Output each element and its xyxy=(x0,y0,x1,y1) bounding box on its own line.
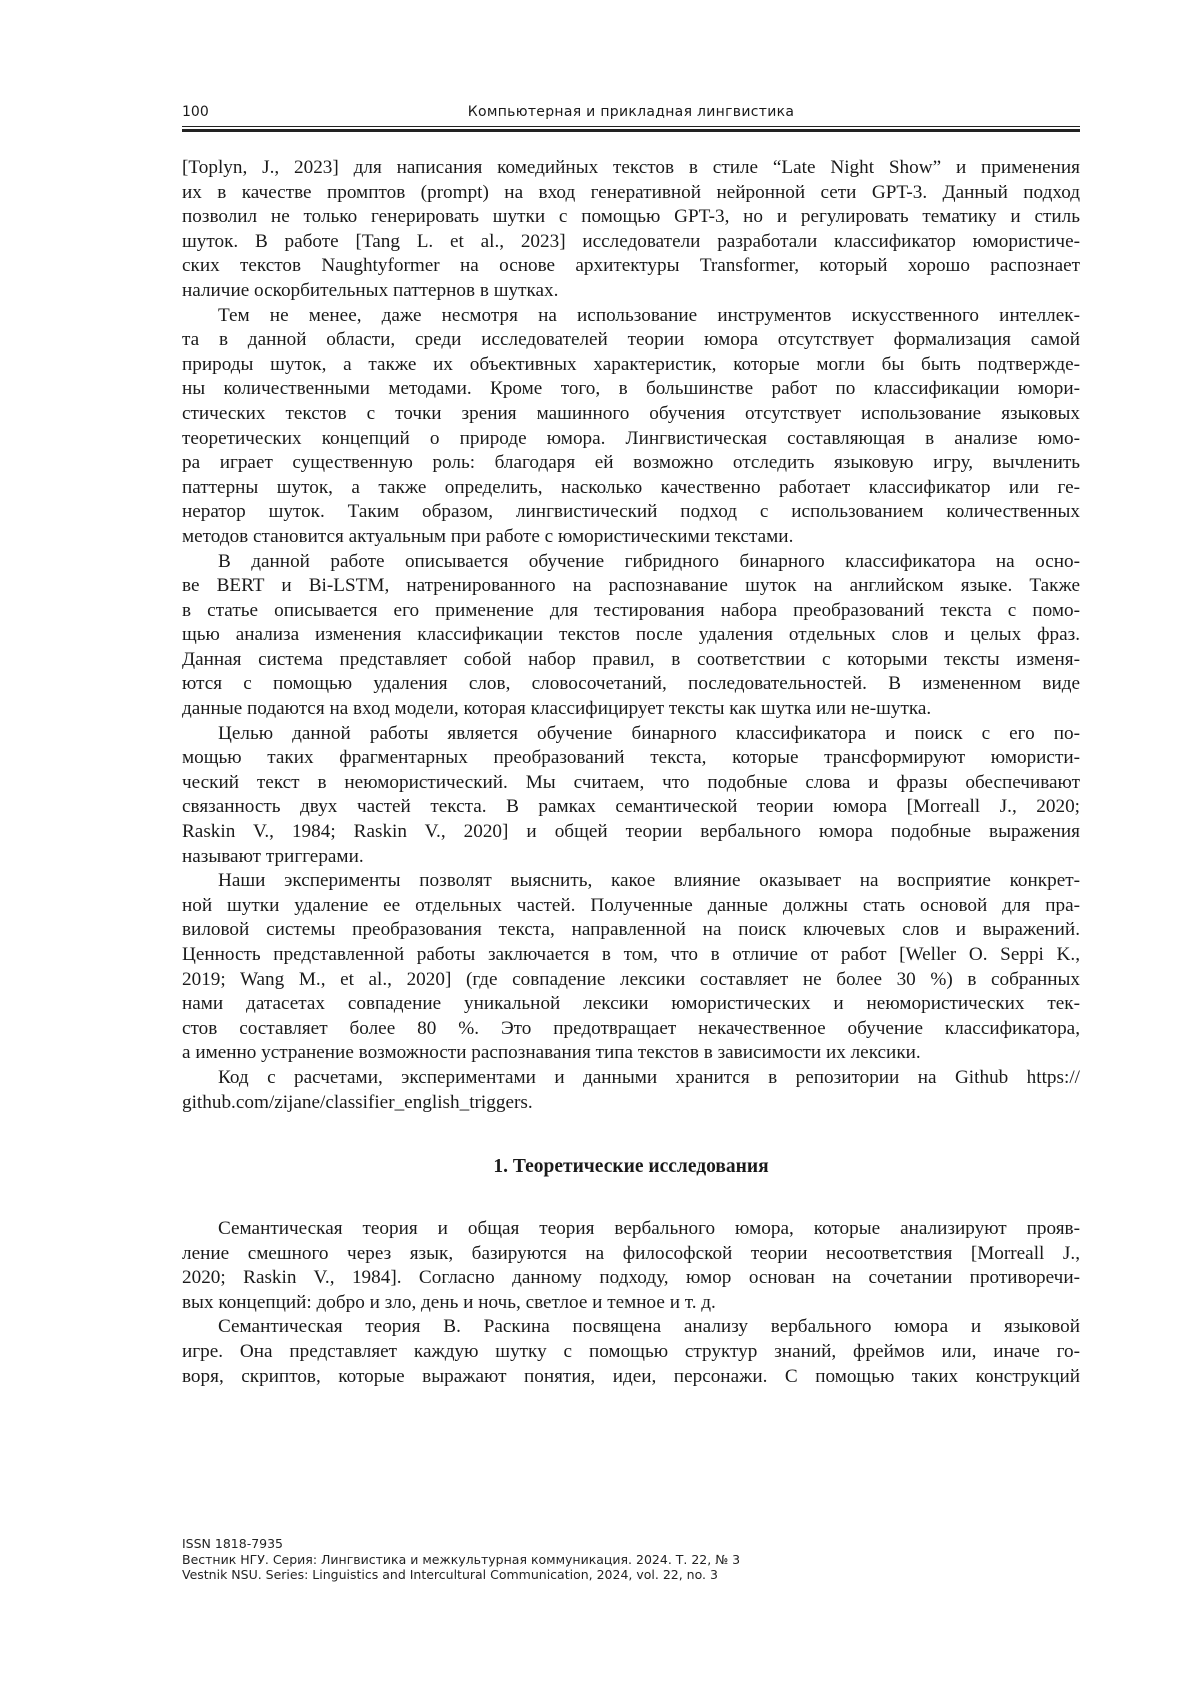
journal-citation-en: Vestnik NSU. Series: Linguistics and Intercultural Communication, 2024, vol. 22, no. 3 xyxy=(182,1567,740,1583)
paragraph xyxy=(182,1066,1080,1115)
text-line: Тем не менее, даже несмотря на использование инструментов искусственного интеллек- xyxy=(182,304,1080,329)
header-double-rule xyxy=(182,126,1080,132)
text-line: щью анализа изменения классификации текстов после удаления отдельных слов и целых фраз. xyxy=(182,623,1080,648)
paragraph xyxy=(182,869,1080,1066)
journal-citation-ru: Вестник НГУ. Серия: Лингвистика и межкультурная коммуникация. 2024. Т. 22, № 3 xyxy=(182,1552,740,1568)
text-line: нами датасетах совпадение уникальной лексики юмористических и неюмористических тек- xyxy=(182,992,1080,1017)
paragraph xyxy=(182,1315,1080,1389)
journal-footer xyxy=(182,1536,740,1583)
text-line: 2019; Wang M., et al., 2020] (где совпадение лексики составляет не более 30 %) в собранных xyxy=(182,968,1080,993)
text-line: Raskin V., 1984; Raskin V., 2020] и общей теории вербального юмора подобные выражения xyxy=(182,820,1080,845)
text-line: природы шуток, а также их объективных характеристик, которые могли бы быть подтвержде- xyxy=(182,353,1080,378)
text-line: ной шутки удаление ее отдельных частей. Полученные данные должны стать основой для пра- xyxy=(182,894,1080,919)
section-heading: 1. Теоретические исследования xyxy=(182,1156,1080,1178)
text-line: ческий текст в неюмористический. Мы считаем, что подобные слова и фразы обеспечивают xyxy=(182,771,1080,796)
text-line: Семантическая теория и общая теория вербального юмора, которые анализируют прояв- xyxy=(182,1217,1080,1242)
text-line: ление смешного через язык, базируются на философской теории несоответствия [Morreall J., xyxy=(182,1242,1080,1267)
text-line: ских текстов Naughtyformer на основе архитектуры Transformer, который хорошо распознает xyxy=(182,254,1080,279)
text-line: наличие оскорбительных паттернов в шутках. xyxy=(182,279,1080,304)
text-line: теоретических концепций о природе юмора. Лингвистическая составляющая в анализе юмо- xyxy=(182,427,1080,452)
text-line: Код с расчетами, экспериментами и данными хранится в репозитории на Github https:// xyxy=(182,1066,1080,1091)
text-line: в статье описывается его применение для тестирования набора преобразований текста с помо- xyxy=(182,599,1080,624)
running-title: Компьютерная и прикладная лингвистика xyxy=(182,104,1080,120)
text-line: методов становится актуальным при работе с юмористическими текстами. xyxy=(182,525,1080,550)
text-line: 2020; Raskin V., 1984]. Согласно данному подходу, юмор основан на сочетании противоречи- xyxy=(182,1266,1080,1291)
body-text xyxy=(182,156,1080,1115)
text-line: воря, скриптов, которые выражают понятия, идеи, персонажи. С помощью таких конструкций xyxy=(182,1365,1080,1390)
text-line: Наши эксперименты позволят выяснить, какое влияние оказывает на восприятие конкрет- xyxy=(182,869,1080,894)
text-line: позволил не только генерировать шутки с помощью GPT-3, но и регулировать тематику и стиль xyxy=(182,205,1080,230)
paragraph xyxy=(182,722,1080,870)
text-line: Целью данной работы является обучение бинарного классификатора и поиск с его по- xyxy=(182,722,1080,747)
paragraph xyxy=(182,304,1080,550)
issn: ISSN 1818-7935 xyxy=(182,1536,740,1552)
text-line: данные подаются на вход модели, которая классифицирует тексты как шутка или не-шутка. xyxy=(182,697,1080,722)
text-line: называют триггерами. xyxy=(182,845,1080,870)
text-line: [Toplyn, J., 2023] для написания комедийных текстов в стиле “Late Night Show” и применения xyxy=(182,156,1080,181)
text-line: игре. Она представляет каждую шутку с помощью структур знаний, фреймов или, иначе го- xyxy=(182,1340,1080,1365)
text-line: github.com/zijane/classifier_english_triggers. xyxy=(182,1091,1080,1116)
body-text-continued xyxy=(182,1217,1080,1389)
text-line: их в качестве промптов (prompt) на вход генеративной нейронной сети GPT-3. Данный подход xyxy=(182,181,1080,206)
text-line: вых концепций: добро и зло, день и ночь, светлое и темное и т. д. xyxy=(182,1291,1080,1316)
paragraph xyxy=(182,550,1080,722)
text-line: стических текстов с точки зрения машинного обучения отсутствует использование языковых xyxy=(182,402,1080,427)
text-line: ны количественными методами. Кроме того, в большинстве работ по классификации юмори- xyxy=(182,377,1080,402)
paragraph xyxy=(182,156,1080,304)
text-line: а именно устранение возможности распознавания типа текстов в зависимости их лексики. xyxy=(182,1041,1080,1066)
text-line: ются с помощью удаления слов, словосочетаний, последовательностей. В измененном виде xyxy=(182,672,1080,697)
running-header xyxy=(182,102,1080,124)
text-line: мощью таких фрагментарных преобразований текста, которые трансформируют юмористи- xyxy=(182,746,1080,771)
text-line: Семантическая теория В. Раскина посвящена анализу вербального юмора и языковой xyxy=(182,1315,1080,1340)
text-line: шуток. В работе [Tang L. et al., 2023] исследователи разработали классификатор юмористиче- xyxy=(182,230,1080,255)
text-line: нератор шуток. Таким образом, лингвистический подход с использованием количественных xyxy=(182,500,1080,525)
text-line: ве BERT и Bi-LSTM, натренированного на распознавание шуток на английском языке. Также xyxy=(182,574,1080,599)
paragraph xyxy=(182,1217,1080,1315)
text-line: та в данной области, среди исследователей теории юмора отсутствует формализация самой xyxy=(182,328,1080,353)
text-line: паттерны шуток, а также определить, насколько качественно работает классификатор или ге- xyxy=(182,476,1080,501)
text-line: связанность двух частей текста. В рамках семантической теории юмора [Morreall J., 2020; xyxy=(182,795,1080,820)
text-line: стов составляет более 80 %. Это предотвращает некачественное обучение классификатора, xyxy=(182,1017,1080,1042)
text-line: В данной работе описывается обучение гибридного бинарного классификатора на осно- xyxy=(182,550,1080,575)
text-line: ра играет существенную роль: благодаря ей возможно отследить языковую игру, вычленить xyxy=(182,451,1080,476)
text-line: Ценность представленной работы заключается в том, что в отличие от работ [Weller O. Seppi K., xyxy=(182,943,1080,968)
text-line: виловой системы преобразования текста, направленной на поиск ключевых слов и выражений. xyxy=(182,918,1080,943)
page-number: 100 xyxy=(182,104,209,120)
text-line: Данная система представляет собой набор правил, в соответствии с которыми тексты изменя- xyxy=(182,648,1080,673)
